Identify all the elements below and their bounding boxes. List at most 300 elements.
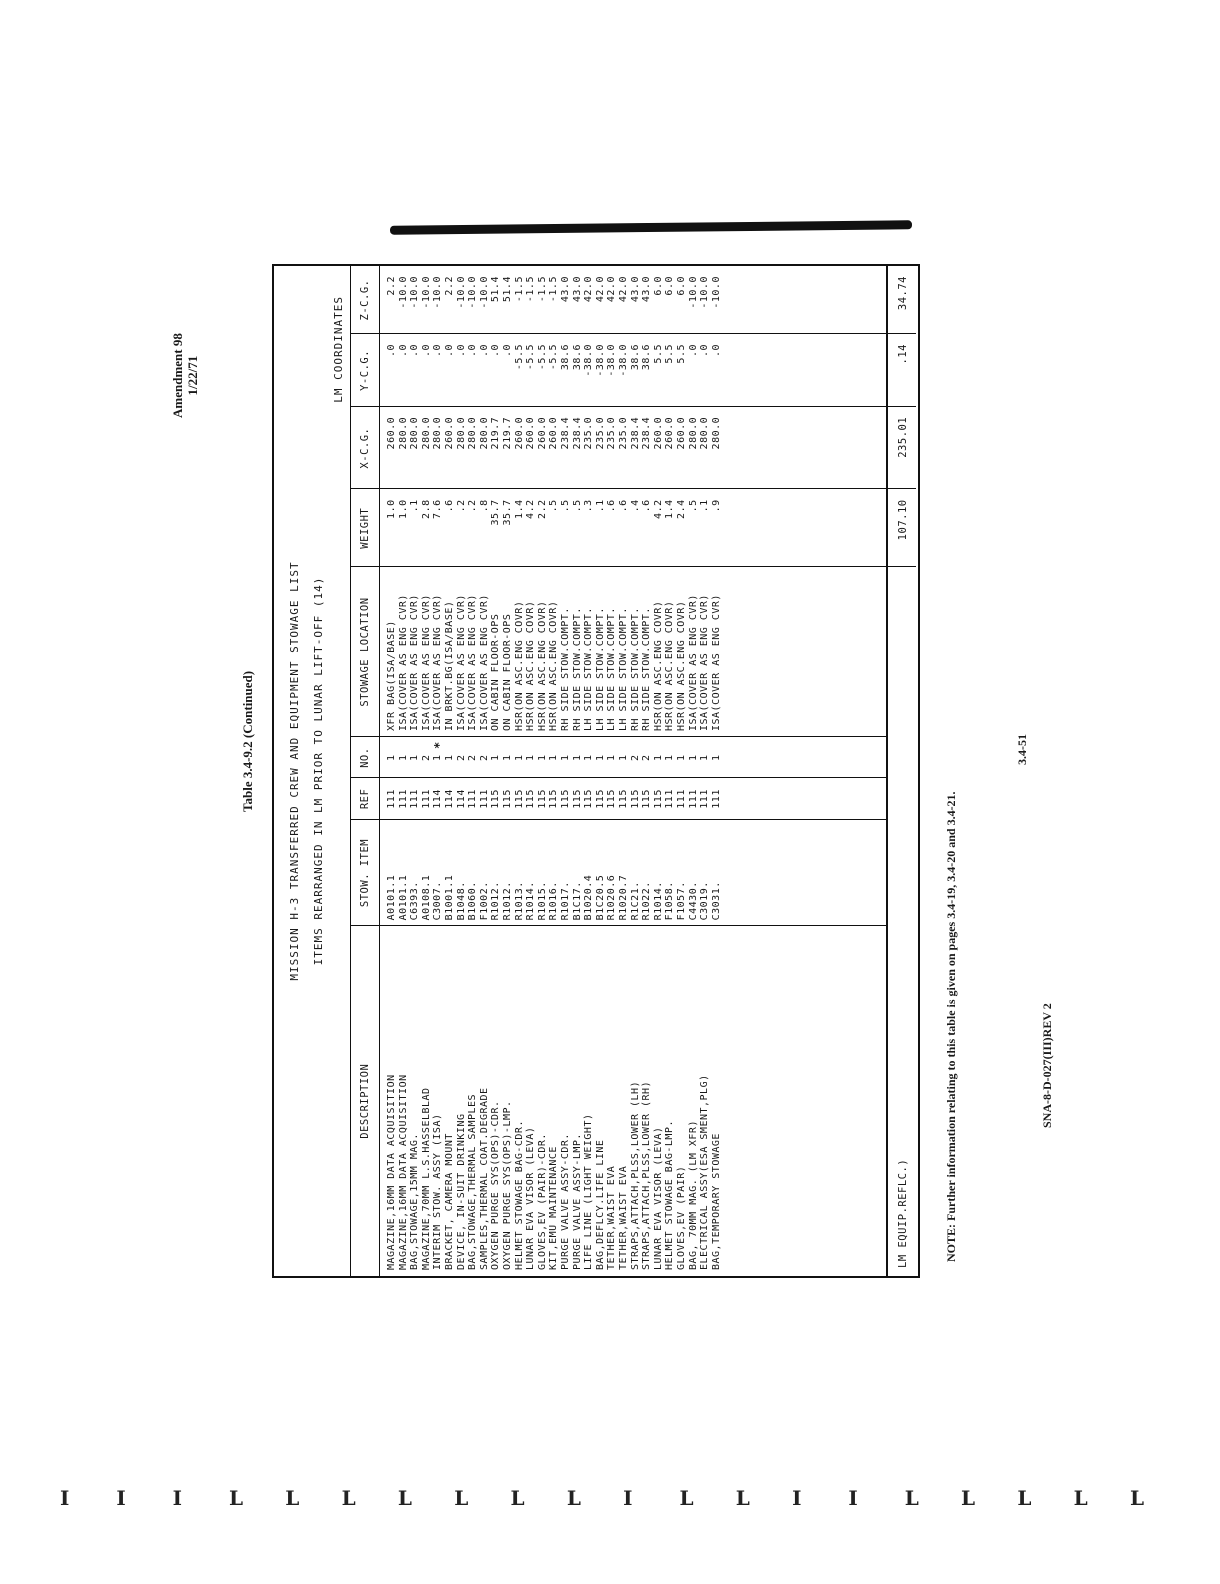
table-subheading: ITEMS REARRANGED IN LM PRIOR TO LUNAR LIFT-OFF (14) [312, 576, 325, 966]
cell-ycg: .0 [687, 344, 699, 358]
cell-weight: .5 [687, 499, 699, 513]
table-row [456, 266, 468, 1276]
cell-no: 1 [571, 754, 583, 761]
cell-xcg: 260.0 [664, 416, 676, 450]
cell-location: LH SIDE STOW.COMPT. [594, 607, 606, 732]
cell-zcg: 43.0 [560, 276, 571, 303]
cell-ycg: 38.6 [629, 344, 641, 371]
registration-mark: L [397, 1486, 412, 1510]
table-row [618, 266, 630, 1276]
cell-weight: 1.4 [664, 499, 676, 519]
cell-no: 2 [478, 754, 490, 761]
cell-xcg: 280.0 [432, 416, 444, 450]
cell-ycg: 5.5 [676, 344, 687, 364]
cell-description: TETHER,WAIST EVA [606, 1165, 618, 1270]
cell-no: 2 [467, 754, 479, 761]
registration-mark: I [116, 1486, 126, 1510]
cell-xcg: 280.0 [710, 416, 722, 450]
table-row [711, 266, 723, 1276]
cell-description: HELMET STOWAGE BAG-CDR. [513, 1120, 525, 1270]
cell-ref: 114 [455, 789, 467, 809]
cell-description: BAG,STOWAGE,15MM MAG. [409, 1133, 421, 1270]
registration-mark: L [1130, 1486, 1145, 1510]
cell-description: ELECTRICAL ASSY(ESA SMENT,PLG) [699, 1074, 711, 1270]
table-row [514, 266, 526, 1276]
header-zcg: Z-C.G. [359, 279, 371, 321]
cell-ycg: .0 [409, 344, 421, 358]
cell-weight: .1 [409, 499, 421, 513]
cell-no: 1 [513, 754, 525, 761]
cell-ref: 115 [490, 789, 502, 809]
cell-location: RH SIDE STOW.COMPT. [641, 607, 653, 732]
cell-ref: 115 [594, 789, 606, 809]
cell-weight: .4 [629, 499, 641, 513]
cell-location: ISA(COVER AS ENG CVR) [467, 594, 479, 732]
cell-zcg: 42.0 [618, 276, 629, 303]
cell-no: 1 [687, 754, 699, 761]
page-number: 3.4-51 [1015, 734, 1029, 765]
cell-xcg: 260.0 [548, 416, 560, 450]
registration-mark: I [848, 1486, 858, 1510]
cell-ycg: .0 [455, 344, 467, 358]
cell-zcg: 42.0 [606, 276, 618, 303]
cell-location: RH SIDE STOW.COMPT. [560, 607, 571, 732]
cell-location: HSR(ON ASC.ENG COVR) [652, 600, 664, 732]
total-zcg: 34.74 [897, 276, 909, 311]
cell-no: 1 [386, 754, 397, 761]
table-row [490, 266, 502, 1276]
cell-xcg: 280.0 [467, 416, 479, 450]
cell-zcg: -1.5 [548, 276, 560, 303]
cell-no: 1 [536, 754, 548, 761]
cell-ref: 111 [420, 789, 432, 809]
table-row [595, 266, 607, 1276]
table-row [699, 266, 711, 1276]
cell-zcg: 42.0 [583, 276, 595, 303]
table-row [641, 266, 653, 1276]
cell-location: XFR BAG(ISA/BASE) [386, 620, 397, 732]
cell-ref: 115 [652, 789, 664, 809]
cell-zcg: 43.0 [641, 276, 653, 303]
cell-stow-item: R1014. [525, 881, 537, 921]
cell-zcg: -1.5 [536, 276, 548, 303]
cell-ycg: .0 [420, 344, 432, 358]
table-row [444, 266, 456, 1276]
cell-description: LUNAR EVA VISOR (LEVA) [652, 1126, 664, 1270]
cell-stow-item: C6393. [409, 881, 421, 921]
cell-weight: 7.6 [432, 499, 444, 519]
cell-ref: 115 [571, 789, 583, 809]
cell-location: HSR(ON ASC.ENG COVR) [525, 600, 537, 732]
cell-ycg: .0 [710, 344, 722, 358]
registration-mark: L [735, 1486, 750, 1510]
total-divider [886, 566, 916, 567]
cell-stow-item: B1020.4 [583, 874, 595, 921]
cell-xcg: 260.0 [386, 416, 397, 450]
cell-zcg: 2.2 [444, 276, 455, 296]
cell-zcg: 2.2 [386, 276, 397, 296]
cell-location: ISA(COVER AS ENG CVR) [397, 594, 409, 732]
column-divider [350, 819, 888, 820]
cell-stow-item: R1012. [502, 881, 513, 921]
registration-mark: L [510, 1486, 525, 1510]
cell-description: LIFE LINE (LIGHT WEIGHT) [583, 1113, 595, 1270]
cell-description: BAG,DEFLCY.LIFE LINE [594, 1139, 606, 1270]
asterisk-mark: * [432, 741, 447, 750]
cell-zcg: 6.0 [664, 276, 676, 296]
table-row [432, 266, 447, 1276]
cell-no: 1 [594, 754, 606, 761]
registration-mark: I [623, 1486, 633, 1510]
cell-weight: 4.2 [652, 499, 664, 519]
cell-stow-item: C3007. [432, 881, 444, 921]
cell-weight: .6 [606, 499, 618, 513]
cell-stow-item: A0101.1 [386, 874, 397, 921]
column-divider [350, 777, 888, 778]
column-divider [350, 736, 888, 737]
cell-stow-item: R1012. [490, 881, 502, 921]
cell-weight: 4.2 [525, 499, 537, 519]
cell-xcg: 238.4 [629, 416, 641, 450]
cell-ycg: -38.0 [606, 344, 618, 377]
cell-weight: .5 [571, 499, 583, 513]
cell-location: LH SIDE STOW.COMPT. [606, 607, 618, 732]
cell-description: BAG, 70MM MAG. (LM XFR) [687, 1120, 699, 1270]
cell-zcg: -10.0 [455, 276, 467, 309]
registration-marks [60, 1486, 1150, 1510]
cell-ref: 115 [618, 789, 629, 809]
cell-zcg: 51.4 [490, 276, 502, 303]
cell-stow-item: C3019. [699, 881, 711, 921]
cell-location: ISA(COVER AS ENG CVR) [687, 594, 699, 732]
cell-stow-item: R1022. [641, 881, 653, 921]
total-divider [886, 406, 916, 407]
cell-zcg: -10.0 [687, 276, 699, 309]
cell-location: ISA(COVER AS ENG CVR) [699, 594, 711, 732]
cell-ref: 114 [432, 789, 444, 809]
cell-location: IN BRKT.BG(ISA/BASE) [444, 600, 455, 732]
registration-mark: L [566, 1486, 581, 1510]
cell-ycg: -5.5 [536, 344, 548, 371]
cell-description: PURGE VALVE ASSY-CDR. [560, 1133, 571, 1270]
cell-ycg: .0 [467, 344, 479, 358]
stowage-table-rotated [272, 266, 918, 1278]
cell-zcg: -10.0 [710, 276, 722, 309]
registration-mark: L [228, 1486, 243, 1510]
total-row [886, 266, 918, 1276]
header-weight: WEIGHT [359, 507, 371, 549]
cell-weight: 2.4 [676, 499, 687, 519]
cell-location: LH SIDE STOW.COMPT. [618, 607, 629, 732]
table-row [676, 266, 688, 1276]
cell-no: 1 [652, 754, 664, 761]
table-row [664, 266, 676, 1276]
cell-weight: 2.2 [536, 499, 548, 519]
registration-mark: I [60, 1486, 70, 1510]
header-location: STOWAGE LOCATION [359, 597, 371, 707]
document-id: SNA-8-D-027(III)REV 2 [1040, 1003, 1054, 1128]
cell-no: 1 [548, 754, 560, 761]
cell-zcg: 43.0 [629, 276, 641, 303]
cell-no: 1 [699, 754, 711, 761]
cell-description: PURGE VALVE ASSY-LMP. [571, 1133, 583, 1270]
cell-stow-item: R1020.7 [618, 874, 629, 921]
cell-xcg: 280.0 [420, 416, 432, 450]
cell-ycg: .0 [432, 344, 444, 358]
cell-stow-item: C4430. [687, 881, 699, 921]
cell-ref: 111 [397, 789, 409, 809]
cell-ref: 115 [548, 789, 560, 809]
registration-mark: L [904, 1486, 919, 1510]
registration-mark: L [341, 1486, 356, 1510]
cell-description: HELMET STOWAGE BAG-LMP. [664, 1120, 676, 1270]
cell-ycg: .0 [444, 344, 455, 358]
cell-stow-item: A0108.1 [420, 874, 432, 921]
registration-mark: L [1017, 1486, 1032, 1510]
cell-ycg: 5.5 [664, 344, 676, 364]
coordinates-heading: LM COORDINATES [332, 296, 345, 403]
cell-ycg: .0 [386, 344, 397, 358]
cell-xcg: 280.0 [478, 416, 490, 450]
cell-weight: .6 [641, 499, 653, 513]
table-row [688, 266, 700, 1276]
cell-ycg: -5.5 [513, 344, 525, 371]
cell-ycg: -5.5 [548, 344, 560, 371]
cell-weight: .5 [548, 499, 560, 513]
cell-weight: .3 [583, 499, 595, 513]
cell-location: ISA(COVER AS ENG CVR) [420, 594, 432, 732]
cell-no: 1 [525, 754, 537, 761]
registration-mark: I [792, 1486, 802, 1510]
cell-xcg: 280.0 [455, 416, 467, 450]
cell-ref: 111 [687, 789, 699, 809]
cell-ycg: 38.6 [571, 344, 583, 371]
cell-zcg: -10.0 [478, 276, 490, 309]
cell-xcg: 260.0 [444, 416, 455, 450]
cell-description: OXYGEN PURGE SYS(OPS)-LMP. [502, 1100, 513, 1270]
cell-ref: 115 [513, 789, 525, 809]
cell-description: LUNAR EVA VISOR (LEVA) [525, 1126, 537, 1270]
cell-no: 1 [664, 754, 676, 761]
cell-xcg: 238.4 [641, 416, 653, 450]
cell-xcg: 238.4 [571, 416, 583, 450]
cell-description: GLOVES,EV (PAIR)-CDR. [536, 1133, 548, 1270]
cell-no: 2 [455, 754, 467, 761]
cell-no: 1 [502, 754, 513, 761]
cell-stow-item: B1C17. [571, 881, 583, 921]
cell-description: MAGAZINE,70MM L.S.HASSELBLAD [420, 1087, 432, 1270]
cell-xcg: 219.7 [490, 416, 502, 450]
cell-description: BAG,TEMPORARY STOWAGE [710, 1133, 722, 1270]
cell-location: HSR(ON ASC.ENG COVR) [676, 600, 687, 732]
header-no: NO. [359, 747, 371, 768]
table-row [606, 266, 618, 1276]
table-row [583, 266, 595, 1276]
cell-xcg: 280.0 [687, 416, 699, 450]
cell-xcg: 260.0 [676, 416, 687, 450]
table-row [653, 266, 665, 1276]
cell-zcg: 6.0 [652, 276, 664, 296]
table-row [572, 266, 584, 1276]
table-row [630, 266, 642, 1276]
cell-description: OXYGEN PURGE SYS(OPS)-CDR. [490, 1100, 502, 1270]
cell-stow-item: R1015. [536, 881, 548, 921]
cell-description: INTERIM STOW. ASSY (ISA) [432, 1113, 444, 1270]
cell-zcg: -1.5 [525, 276, 537, 303]
cell-ycg: .0 [490, 344, 502, 358]
cell-ycg: -5.5 [525, 344, 537, 371]
cell-location: ISA(COVER AS ENG CVR) [710, 594, 722, 732]
table-heading: MISSION H-3 TRANSFERRED CREW AND EQUIPMENT STOWAGE LIST [288, 561, 301, 981]
cell-weight: 1.4 [513, 499, 525, 519]
cell-no: 1 [409, 754, 421, 761]
cell-ref: 111 [676, 789, 687, 809]
cell-xcg: 280.0 [699, 416, 711, 450]
cell-xcg: 260.0 [513, 416, 525, 450]
cell-description: STRAPS,ATTACH,PLSS,LOWER (LH) [629, 1080, 641, 1270]
cell-ref: 111 [710, 789, 722, 809]
cell-weight: .8 [478, 499, 490, 513]
column-divider [350, 406, 888, 407]
cell-no: 1 [397, 754, 409, 761]
total-weight: 107.10 [897, 499, 909, 541]
cell-ref: 115 [560, 789, 571, 809]
cell-xcg: 235.0 [618, 416, 629, 450]
cell-weight: 35.7 [490, 499, 502, 526]
amendment-label: Amendment 98 [170, 333, 185, 418]
cell-stow-item: R1014. [652, 881, 664, 921]
table-title: Table 3.4-9.2 (Continued) [240, 670, 255, 812]
table-row [502, 266, 514, 1276]
cell-ycg: -38.0 [594, 344, 606, 377]
cell-ycg: .0 [478, 344, 490, 358]
cell-location: ON CABIN FLOOR-OPS [502, 613, 513, 732]
cell-stow-item: R1013. [513, 881, 525, 921]
total-divider [886, 488, 916, 489]
cell-location: ISA(COVER AS ENG CVR) [455, 594, 467, 732]
total-divider [886, 333, 916, 334]
cell-no: 2 [420, 754, 432, 761]
cell-location: HSR(ON ASC.ENG COVR) [548, 600, 560, 732]
stowage-table [272, 264, 920, 1278]
table-row [398, 266, 410, 1276]
cell-no: 1 [432, 754, 444, 761]
cell-weight: .9 [710, 499, 722, 513]
cell-weight: .2 [467, 499, 479, 513]
amendment-date: 1/22/71 [185, 355, 200, 396]
table-row [386, 266, 398, 1276]
cell-zcg: -10.0 [409, 276, 421, 309]
table-row [548, 266, 560, 1276]
cell-stow-item: R1C21. [629, 881, 641, 921]
registration-mark: L [454, 1486, 469, 1510]
cell-zcg: 6.0 [676, 276, 687, 296]
cell-stow-item: F1002. [478, 881, 490, 921]
cell-weight: .6 [444, 499, 455, 513]
cell-ycg: 38.6 [560, 344, 571, 371]
cell-description: TETHER,WAIST EVA [618, 1165, 629, 1270]
cell-no: 2 [641, 754, 653, 761]
cell-no: 1 [606, 754, 618, 761]
cell-ref: 115 [641, 789, 653, 809]
cell-xcg: 280.0 [397, 416, 409, 450]
cell-zcg: 43.0 [571, 276, 583, 303]
column-divider [350, 488, 888, 489]
cell-description: SAMPLES,THERMAL COAT.DEGRADE [478, 1087, 490, 1270]
cell-ref: 115 [536, 789, 548, 809]
cell-ycg: 5.5 [652, 344, 664, 364]
table-note: NOTE: Further information relating to this table is given on pages 3.4-19, 3.4-20 and 3.4-21. [944, 791, 958, 1262]
amendment-block [170, 333, 200, 418]
cell-ycg: -38.0 [583, 344, 595, 377]
cell-no: 1 [560, 754, 571, 761]
cell-stow-item: B1048. [455, 881, 467, 921]
cell-location: LH SIDE STOW.COMPT. [583, 607, 595, 732]
cell-ref: 111 [386, 789, 397, 809]
header-xcg: X-C.G. [359, 427, 371, 469]
cell-xcg: 235.0 [594, 416, 606, 450]
cell-location: ON CABIN FLOOR-OPS [490, 613, 502, 732]
table-row [409, 266, 421, 1276]
registration-mark: L [285, 1486, 300, 1510]
cell-description: GLOVES,EV (PAIR) [676, 1165, 687, 1270]
cell-no: 1 [444, 754, 455, 761]
registration-mark: L [1073, 1486, 1088, 1510]
cell-weight: .2 [455, 499, 467, 513]
cell-ref: 111 [409, 789, 421, 809]
cell-xcg: 280.0 [409, 416, 421, 450]
cell-ycg: .0 [699, 344, 711, 358]
cell-zcg: 42.0 [594, 276, 606, 303]
cell-ref: 111 [699, 789, 711, 809]
cell-weight: .6 [618, 499, 629, 513]
column-divider [350, 333, 888, 334]
registration-mark: L [961, 1486, 976, 1510]
cell-weight: 2.8 [420, 499, 432, 519]
cell-no: 1 [618, 754, 629, 761]
header-stow-item: STOW. ITEM [359, 838, 371, 908]
cell-weight: .1 [594, 499, 606, 513]
cell-xcg: 238.4 [560, 416, 571, 450]
cell-description: KIT,EMU MAINTENANCE [548, 1146, 560, 1270]
cell-stow-item: R1016. [548, 881, 560, 921]
cell-ref: 115 [629, 789, 641, 809]
cell-ref: 111 [467, 789, 479, 809]
total-label: LM EQUIP.REFLC.) [897, 1158, 909, 1268]
table-row [525, 266, 537, 1276]
cell-description: BRACKET, CAMERA MOUNT [444, 1133, 455, 1270]
registration-mark: I [172, 1486, 182, 1510]
cell-xcg: 235.0 [583, 416, 595, 450]
cell-xcg: 260.0 [525, 416, 537, 450]
cell-stow-item: B1C20.5 [594, 874, 606, 921]
cell-zcg: -10.0 [467, 276, 479, 309]
cell-xcg: 219.7 [502, 416, 513, 450]
cell-no: 1 [676, 754, 687, 761]
total-ycg: .14 [897, 344, 909, 365]
cell-location: HSR(ON ASC.ENG COVR) [664, 600, 676, 732]
cell-weight: .1 [699, 499, 711, 513]
cell-location: ISA(COVER AS ENG CVR) [478, 594, 490, 732]
header-row [350, 266, 380, 1276]
cell-weight: 1.0 [397, 499, 409, 519]
cell-stow-item: R1017. [560, 881, 571, 921]
cell-zcg: -1.5 [513, 276, 525, 303]
cell-description: MAGAZINE,16MM DATA ACQUISITION [397, 1074, 409, 1270]
cell-location: RH SIDE STOW.COMPT. [571, 607, 583, 732]
cell-zcg: 51.4 [502, 276, 513, 303]
cell-ref: 115 [502, 789, 513, 809]
